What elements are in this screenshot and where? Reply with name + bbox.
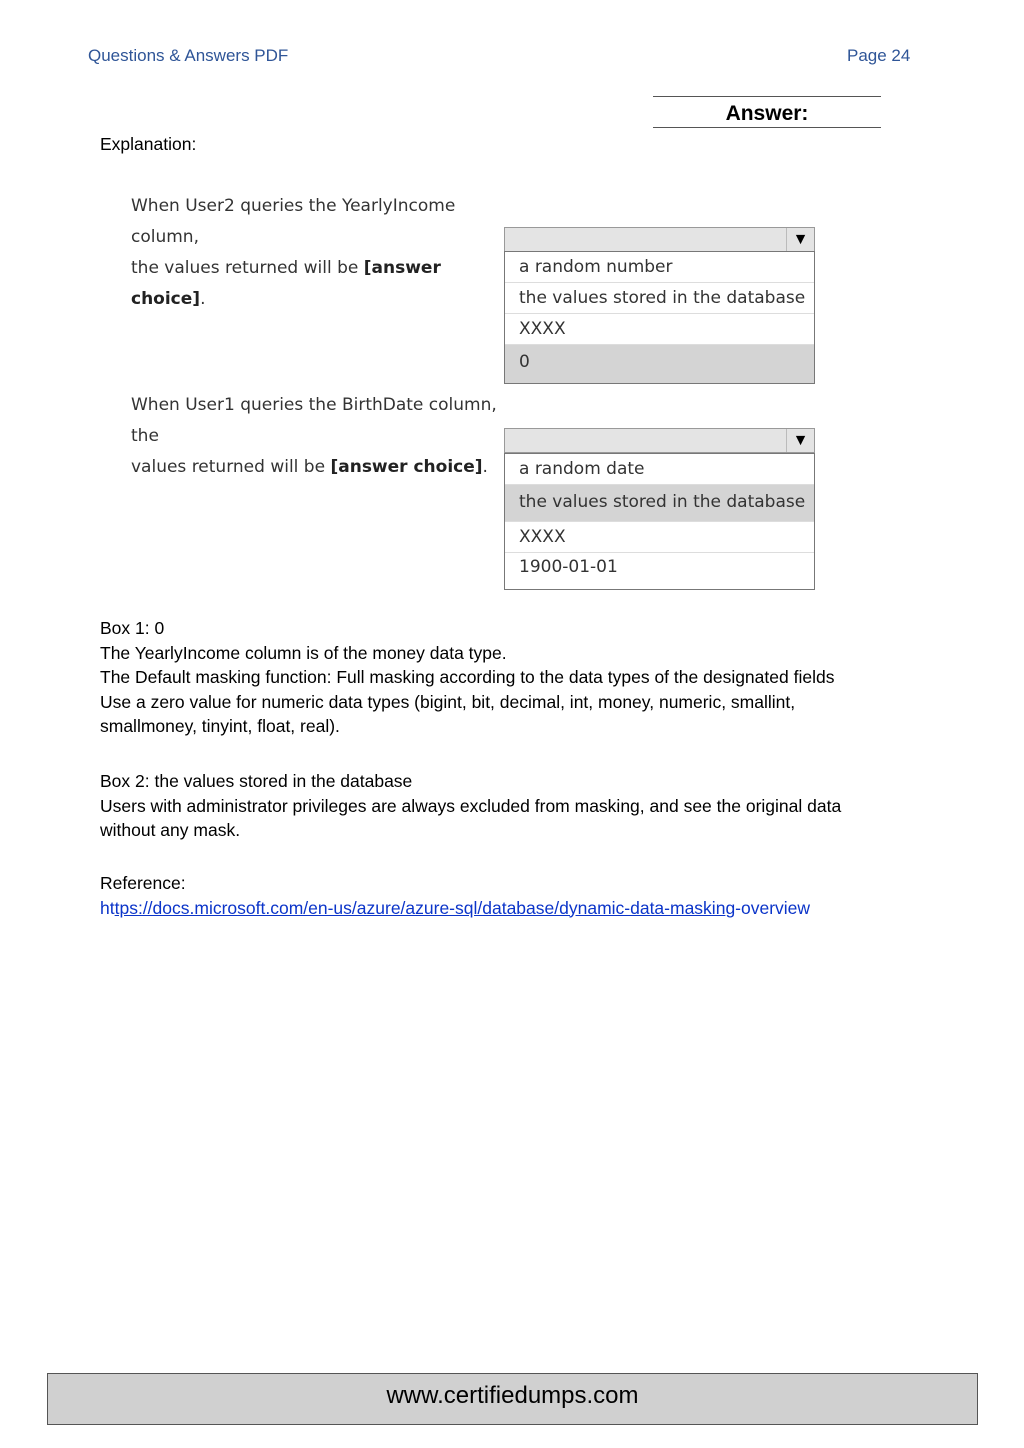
question-2-line1: When User1 queries the BirthDate column, the xyxy=(131,395,497,446)
box2-line: without any mask. xyxy=(100,820,241,840)
box1-title: Box 1: 0 xyxy=(100,618,165,638)
header-title: Questions & Answers PDF xyxy=(88,46,289,65)
box2-title: Box 2: the values stored in the database xyxy=(100,771,413,791)
question-1-options xyxy=(504,251,815,384)
dropdown-option[interactable]: a random number xyxy=(505,252,814,283)
question-2-dropdown[interactable] xyxy=(504,428,815,453)
question-1-line1: When User2 queries the YearlyIncome column, xyxy=(131,196,456,247)
dropdown-option[interactable]: 1900-01-01 xyxy=(519,557,618,577)
reference-label: Reference: xyxy=(100,873,186,893)
explanation-label: Explanation: xyxy=(100,134,197,154)
answer-label: Answer: xyxy=(725,102,809,125)
box1-line: Use a zero value for numeric data types (bigint, bit, decimal, int, money, numeric, smallint, xyxy=(100,691,796,712)
box2-explanation xyxy=(100,769,841,843)
box1-line: The YearlyIncome column is of the money data type. xyxy=(100,642,507,663)
dropdown-option-selected[interactable]: the values stored in the database xyxy=(505,485,814,522)
question-2-options xyxy=(504,453,815,590)
box1-explanation xyxy=(100,616,834,739)
answer-box xyxy=(653,96,881,128)
footer-banner: www.certifiedumps.com xyxy=(47,1373,978,1425)
dropdown-option[interactable]: a random date xyxy=(505,454,814,485)
reference-link[interactable]: https://docs.microsoft.com/en-us/azure/azure-sql/database/dynamic-data-masking-overview xyxy=(100,897,811,918)
question-2-text xyxy=(131,390,511,483)
page-number: Page 24 xyxy=(847,46,911,65)
dropdown-arrow-icon[interactable]: ▼ xyxy=(786,228,814,251)
box1-line: smallmoney, tinyint, float, real). xyxy=(100,716,340,736)
box1-line: The Default masking function: Full masking according to the data types of the designated fields xyxy=(100,667,835,687)
question-1-text xyxy=(131,191,511,315)
question-2-line2: values returned will be [answer choice]. xyxy=(131,457,488,477)
question-1-dropdown[interactable] xyxy=(504,227,815,252)
dropdown-option[interactable]: XXXX xyxy=(505,314,814,345)
dropdown-option[interactable]: the values stored in the database xyxy=(505,283,814,314)
reference-section xyxy=(100,871,810,920)
dropdown-arrow-icon[interactable]: ▼ xyxy=(786,429,814,452)
question-1-line2: the values returned will be [answer choice]. xyxy=(131,258,441,309)
dropdown-option[interactable]: XXXX xyxy=(505,522,814,553)
box2-line: Users with administrator privileges are always excluded from masking, and see the original data xyxy=(100,795,842,816)
dropdown-option-selected[interactable]: 0 xyxy=(505,345,814,383)
